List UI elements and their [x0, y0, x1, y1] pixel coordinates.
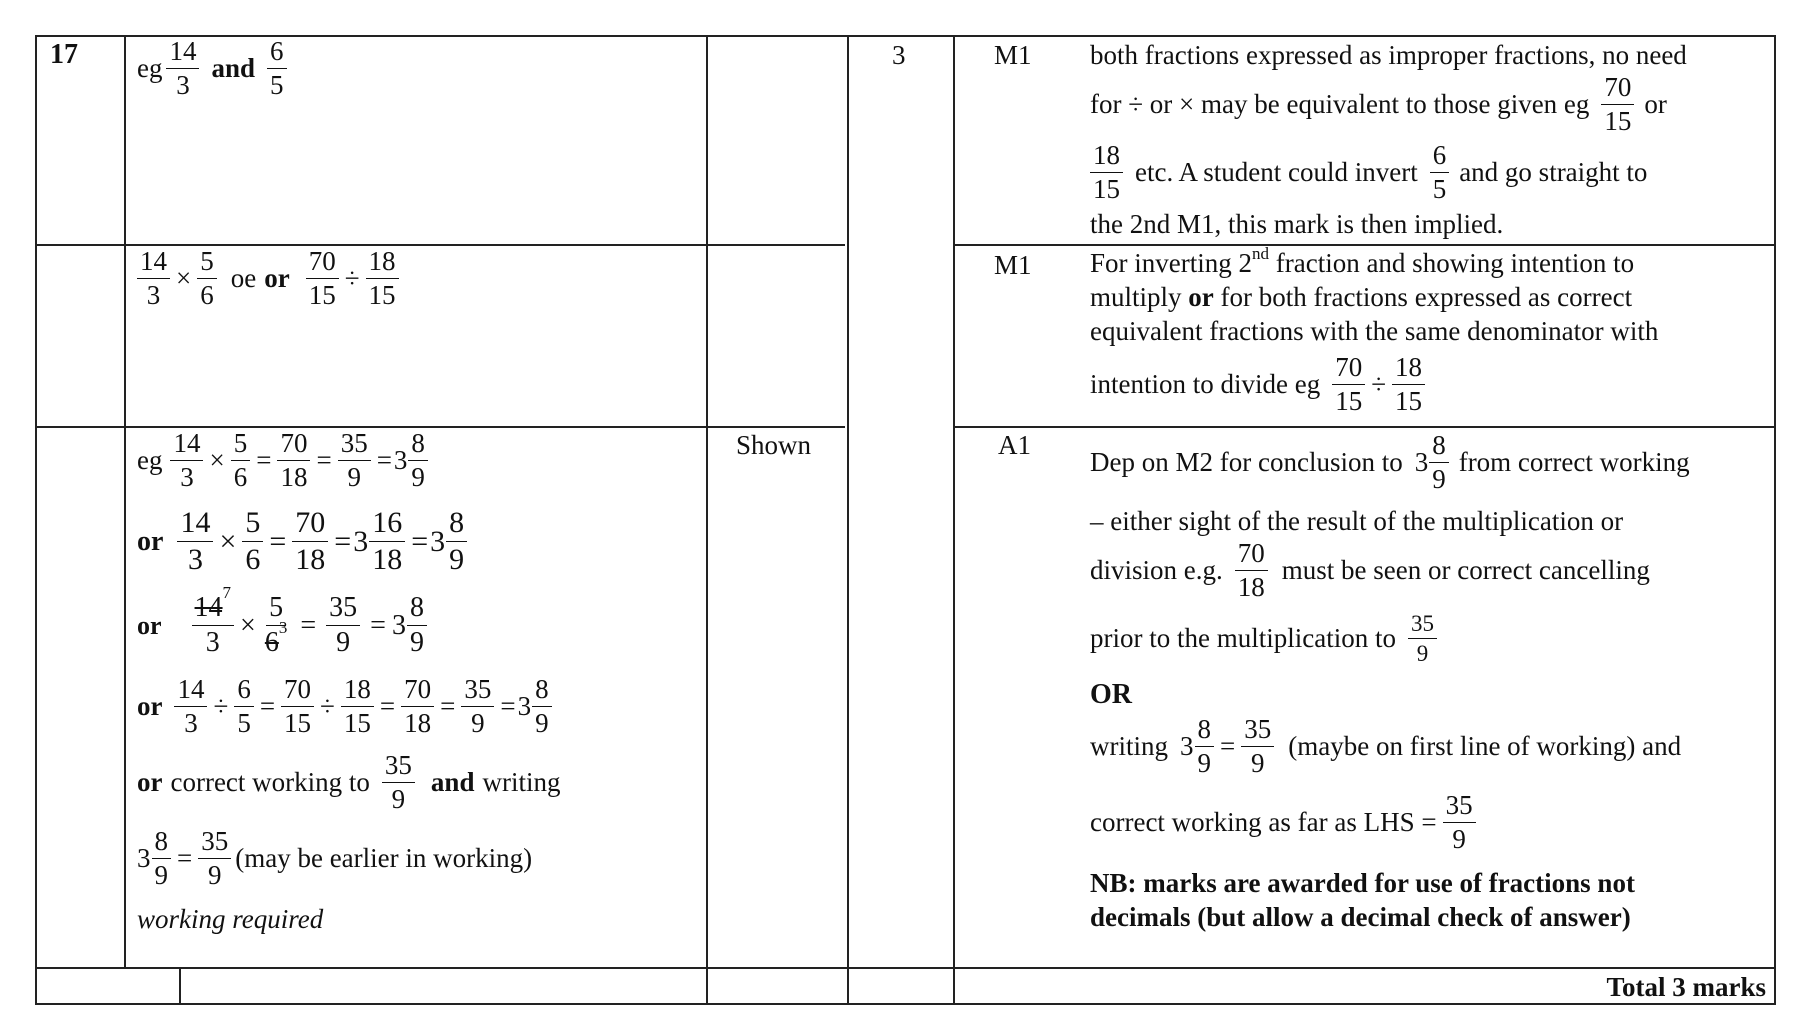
fraction-35-9: $\frac{35}{9}$: [461, 676, 494, 737]
working-row3-line3: or $\frac{14^7}{3}$ × $\frac{5}{6^3}$ = $\frac{35}{9}$ = 3 $\frac{8}{9}$: [137, 594, 431, 657]
table-border-top: [35, 35, 1776, 37]
notes-row2-line3: [1090, 316, 1658, 347]
notes-text: (maybe on first line of working) and: [1288, 731, 1682, 761]
notes-text: For inverting 2: [1090, 248, 1252, 278]
working-row3-line2: or $\frac{14}{3}$ × $\frac{5}{6}$ = $\frac{70}{18}$ = 3 $\frac{16}{18}$ = 3 $\frac{8}{9}$: [137, 508, 471, 575]
fraction-70-15: $\frac{70}{15}$: [281, 676, 314, 737]
working-row1: [137, 38, 291, 99]
notes-text: for ÷ or × may be equivalent to those given eg: [1090, 89, 1590, 119]
eg-label: eg: [137, 53, 163, 83]
working-required-note: working required: [137, 904, 324, 934]
notes-row1-line4: [1090, 209, 1503, 240]
row-divider-2: [35, 426, 845, 428]
notes-nb-line1: NB: marks are awarded for use of fractions not: [1090, 868, 1635, 898]
notes-row3-line4: [1090, 612, 1441, 665]
fraction-70-18: $\frac{70}{18}$: [1235, 540, 1268, 601]
notes-text: for both fractions expressed as correct: [1213, 282, 1633, 312]
working-text: (may be earlier in working): [235, 843, 533, 873]
notes-text: – either sight of the result of the multiplication or: [1090, 506, 1624, 536]
fraction-5-6: $\frac{5}{6}$: [231, 430, 251, 491]
notes-row3-line6: writing 3 $\frac{8}{9}$ = $\frac{35}{9}$ (maybe on first line of working) and: [1090, 714, 1682, 778]
fraction-6-5-b: $\frac{6}{5}$: [1430, 142, 1450, 203]
fraction-14-3: $\frac{14}{3}$: [170, 430, 203, 491]
fraction-8-9: $\frac{8}{9}$: [446, 508, 467, 575]
notes-text: both fractions expressed as improper fractions, no need: [1090, 39, 1687, 70]
notes-text: etc. A student could invert: [1135, 157, 1418, 187]
notes-row3-line2: [1090, 506, 1623, 537]
or-label: or: [137, 610, 162, 640]
fraction-35-9: $\frac{35}{9}$: [326, 594, 360, 657]
notes-text: prior to the multiplication to: [1090, 623, 1396, 653]
notes-or-heading: OR: [1090, 679, 1132, 710]
fraction-8-9: $\frac{8}{9}$: [1429, 432, 1449, 493]
fraction-18-15: $\frac{18}{15}$: [366, 248, 399, 309]
notes-row1-line1: [1090, 38, 1687, 72]
or-label: or: [137, 691, 163, 721]
mark-code-row2: M1: [994, 250, 1032, 280]
fraction-8-9: $\frac{8}{9}$: [1195, 716, 1215, 777]
notes-row1-line3: [1090, 142, 1647, 203]
table-border-right: [1774, 35, 1776, 1003]
notes-text: and go straight to: [1459, 157, 1648, 187]
fraction-8-9: $\frac{8}{9}$: [152, 828, 172, 889]
notes-text: writing: [1090, 731, 1168, 761]
fraction-8-9: $\frac{8}{9}$: [408, 430, 428, 491]
writing-text: writing: [482, 767, 561, 797]
fraction-70-15: $\frac{70}{15}$: [1601, 74, 1634, 135]
total-marks-label: Total 3 marks: [1606, 972, 1766, 1002]
fraction-14-3: $\frac{14}{3}$: [177, 508, 213, 575]
notes-row2-line2: [1090, 282, 1632, 313]
fraction-14-3: $\frac{14}{3}$: [166, 38, 199, 99]
row-divider-3: [35, 967, 1776, 969]
notes-text: the 2nd M1, this mark is then implied.: [1090, 209, 1504, 239]
and-label: and: [211, 53, 256, 83]
fraction-18-15: $\frac{18}{15}$: [341, 676, 374, 737]
fraction-70-18: $\frac{70}{18}$: [277, 430, 310, 491]
notes-text: equivalent fractions with the same denominator with: [1090, 316, 1659, 346]
fraction-70-18: $\frac{70}{18}$: [292, 508, 328, 575]
mark-code-row1: M1: [994, 40, 1032, 70]
fraction-14-3: $\frac{14}{3}$: [137, 248, 170, 309]
working-row3-line4: or $\frac{14}{3}$ ÷ $\frac{6}{5}$ = $\frac{70}{15}$ ÷ $\frac{18}{15}$ = $\frac{70}{18}$ = $\frac{35}{9}$ = 3 $\frac{8}{9}$: [137, 676, 556, 737]
fraction-5-6: $\frac{5}{6}$: [197, 248, 217, 309]
notes-text: or: [1644, 89, 1667, 119]
notes-text: correct working as far as LHS =: [1090, 807, 1437, 837]
notes-text: division e.g.: [1090, 555, 1223, 585]
fraction-16-18: $\frac{16}{18}$: [369, 508, 405, 575]
col-divider-footer: [179, 967, 181, 1003]
mark-code-row3: A1: [998, 430, 1031, 460]
notes-text: must be seen or correct cancelling: [1281, 555, 1650, 585]
table-border-bottom: [35, 1003, 1776, 1005]
notes-row3-line3: [1090, 540, 1650, 601]
notes-nb-line2: decimals (but allow a decimal check of answer): [1090, 902, 1631, 932]
table-border-left: [35, 35, 37, 1003]
fraction-18-15: $\frac{18}{15}$: [1090, 142, 1123, 203]
notes-row3-line7: [1090, 792, 1480, 853]
notes-row1-line2: [1090, 74, 1667, 135]
notes-text: Dep on M2 for conclusion to: [1090, 447, 1403, 477]
question-number: 17: [50, 39, 78, 70]
col-divider-working: [706, 35, 708, 1003]
fraction-35-9: $\frac{35}{9}$: [1408, 612, 1437, 665]
col-divider-marks: [953, 35, 955, 1003]
and-label: and: [430, 767, 475, 797]
fraction-70-15: $\frac{70}{15}$: [306, 248, 339, 309]
fraction-35-9: $\frac{35}{9}$: [198, 828, 231, 889]
notes-row2-line4: intention to divide eg $\frac{70}{15}$ ÷ $\frac{18}{15}$: [1090, 354, 1429, 415]
answer-shown: Shown: [736, 430, 812, 460]
or-label: or: [137, 525, 164, 557]
fraction-70-18: $\frac{70}{18}$: [401, 676, 434, 737]
working-row3-line6: 3 $\frac{8}{9}$ = $\frac{35}{9}$ (may be earlier in working): [137, 826, 533, 890]
notes-text: fraction and showing intention to: [1269, 248, 1635, 278]
working-row3-line1: eg $\frac{14}{3}$ × $\frac{5}{6}$ = $\frac{70}{18}$ = $\frac{35}{9}$ = 3 $\frac{8}{9}$: [137, 430, 432, 491]
col-divider-qnum: [124, 35, 126, 967]
fraction-8-9: $\frac{8}{9}$: [407, 594, 427, 657]
working-row2: $\frac{14}{3}$ × $\frac{5}{6}$ oe or $\frac{70}{15}$ ÷ $\frac{18}{15}$: [137, 248, 403, 309]
fraction-35-9: $\frac{35}{9}$: [382, 752, 415, 813]
fraction-35-9: $\frac{35}{9}$: [1443, 792, 1476, 853]
fraction-5-6-cancelled: $\frac{5}{6^3}$: [264, 592, 288, 658]
fraction-14-3: $\frac{14}{3}$: [174, 676, 207, 737]
fraction-14-3-cancelled: $\frac{14^7}{3}$: [192, 594, 235, 657]
fraction-6-5: $\frac{6}{5}$: [234, 676, 254, 737]
total-marks-value: 3: [892, 40, 906, 70]
working-text: correct working to: [170, 767, 370, 797]
fraction-18-15: $\frac{18}{15}$: [1392, 354, 1425, 415]
fraction-35-9: $\frac{35}{9}$: [1241, 716, 1274, 777]
or-label: or: [137, 767, 163, 797]
or-label: or: [264, 263, 290, 293]
col-divider-answer: [847, 35, 849, 1003]
row-divider-1b: [953, 244, 1776, 246]
notes-row3-line1: Dep on M2 for conclusion to 3 $\frac{8}{9}$ from correct working: [1090, 430, 1690, 494]
fraction-8-9: $\frac{8}{9}$: [532, 676, 552, 737]
row-divider-2b: [953, 426, 1776, 428]
oe-label: oe: [230, 263, 257, 293]
fraction-70-15: $\frac{70}{15}$: [1332, 354, 1365, 415]
notes-text: multiply: [1090, 282, 1189, 312]
or-label: or: [1188, 282, 1214, 312]
fraction-6-5: $\frac{6}{5}$: [267, 38, 287, 99]
notes-row2-line1: For inverting 2 nd fraction and showing intention to: [1090, 243, 1635, 278]
notes-text: from correct working: [1458, 447, 1690, 477]
eg-label: eg: [137, 445, 163, 475]
fraction-5-6: $\frac{5}{6}$: [242, 508, 263, 575]
working-row3-line5: [137, 752, 560, 813]
fraction-35-9: $\frac{35}{9}$: [338, 430, 371, 491]
notes-text: intention to divide eg: [1090, 369, 1321, 399]
